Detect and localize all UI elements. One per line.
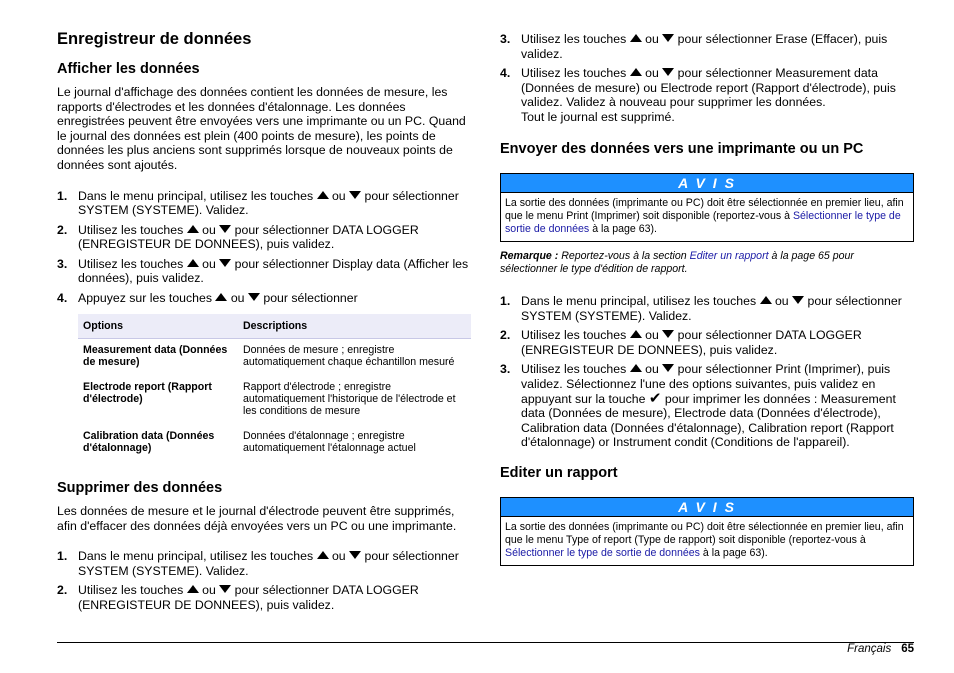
step-item: 4. Utilisez les touches ou pour sélectionner Measurement data (Données de mesure) ou Electrode report (Rapport d'électrode), puis validez. Validez à nouveau pour supprimer les données. Tout le journal est supprimé. [500,65,896,124]
send-data-steps [500,294,914,450]
remark-note: Remarque : Reportez-vous à la section Editer un rapport à la page 65 pour sélectionner le type d'édition de rapport. [500,250,854,276]
delete-data-steps-continued [500,32,914,124]
step-item: 1. Dans le menu principal, utilisez les touches ou pour sélectionner SYSTEM (SYSTEME). Validez. [57,188,459,218]
description-cell: Données d'étalonnage ; enregistre automatiquement l'étalonnage actuel [243,429,416,454]
down-arrow-icon [219,225,231,233]
description-cell: Rapport d'électrode ; enregistre automatiquement l'historique de l'électrode et les conditions de mesure [243,380,456,418]
display-data-intro: Le journal d'affichage des données contient les données de mesure, les rapports d'électrodes et les données d'étalonnage. Les données enregistrées peuvent être envoyées vers une imprimante ou un PC. Quand le journal des données est plein (400 points de mesure), les points de données les plus anciens sont supprimés lorsque de nouveaux points de données sont ajoutés. [57,85,466,172]
down-arrow-icon [792,296,804,304]
step-item: 3. Utilisez les touches ou pour sélectionner Display data (Afficher les données), puis validez. [57,256,469,286]
notice-text: La sortie des données (imprimante ou PC) doit être sélectionnée en premier lieu, afin que le menu Type of report (Type de rapport) soit disponible (reportez-vous à Sélectionner le type de sortie de données à la page 63). [501,516,913,565]
up-arrow-icon [187,585,199,593]
notice-text: La sortie des données (imprimante ou PC) doit être sélectionnée en premier lieu, afin que le menu Print (Imprimer) soit disponible (reportez-vous à Sélectionner le type de sortie de données à la page 63). [501,192,913,241]
description-cell: Données de mesure ; enregistre automatiquement chaque échantillon mesuré [243,344,455,369]
notice-title: A V I S [501,174,913,192]
down-arrow-icon [662,364,674,372]
up-arrow-icon [630,330,642,338]
down-arrow-icon [248,293,260,301]
down-arrow-icon [349,191,361,199]
page-title: Enregistreur de données [57,30,252,48]
down-arrow-icon [219,259,231,267]
table-row [78,425,471,462]
down-arrow-icon [219,585,231,593]
step-item: 4. Appuyez sur les touches ou pour sélectionner [57,290,358,305]
edit-report-heading: Editer un rapport [500,464,618,481]
delete-data-heading: Supprimer des données [57,480,223,497]
up-arrow-icon [630,34,642,42]
notice-box [500,497,914,566]
down-arrow-icon [349,551,361,559]
notice-link[interactable]: Sélectionner le type de sortie de données [505,210,901,236]
options-header: Options [78,314,238,339]
step-item: 1. Dans le menu principal, utilisez les touches ou pour sélectionner SYSTEM (SYSTEME). Validez. [57,549,459,578]
descriptions-header: Descriptions [238,314,471,339]
display-data-heading: Afficher les données [57,61,200,77]
up-arrow-icon [317,191,329,199]
up-arrow-icon [630,364,642,372]
up-arrow-icon [215,293,227,301]
up-arrow-icon [187,225,199,233]
step-item: 2. Utilisez les touches ou pour sélectionner DATA LOGGER (ENREGISTEUR DE DONNEES), puis validez. [57,222,419,252]
option-cell: Calibration data (Données d'étalonnage) [83,429,215,454]
delete-data-intro: Les données de mesure et le journal d'électrode peuvent être supprimés, afin d'effacer des données déjà envoyées vers un PC ou une imprimante. [57,504,457,533]
notice-title: A V I S [501,498,913,516]
footer-language: Français [847,643,892,655]
left-column [57,28,471,617]
option-cell: Electrode report (Rapport d'électrode) [83,380,212,405]
down-arrow-icon [662,34,674,42]
option-cell: Measurement data (Données de mesure) [83,344,228,369]
table-row [78,339,471,376]
table-header-row [78,314,471,339]
display-data-steps [57,189,471,306]
footer-rule [57,642,914,643]
notice-link[interactable]: Sélectionner le type de sortie de données [505,546,700,559]
step-item: 2. Utilisez les touches ou pour sélectionner DATA LOGGER (ENREGISTEUR DE DONNEES), puis validez. [57,583,419,612]
table-row [78,376,471,425]
up-arrow-icon [187,259,199,267]
down-arrow-icon [662,68,674,76]
send-data-heading: Envoyer des données vers une imprimante ou un PC [500,141,864,158]
delete-data-steps [57,549,471,612]
step-item: 1. Dans le menu principal, utilisez les touches ou pour sélectionner SYSTEM (SYSTEME). Validez. [500,294,902,323]
notice-box [500,173,914,242]
right-column [500,32,914,574]
down-arrow-icon [662,330,674,338]
up-arrow-icon [317,551,329,559]
page-number: 65 [901,643,914,655]
checkmark-icon: ✔ [648,389,662,407]
up-arrow-icon [760,296,772,304]
step-item: 2. Utilisez les touches ou pour sélectionner DATA LOGGER (ENREGISTEUR DE DONNEES), puis validez. [500,328,862,357]
remark-link[interactable]: Editer un rapport [689,250,769,263]
options-table [78,314,471,461]
page-footer [847,643,914,655]
step-item: 3. Utilisez les touches ou pour sélectionner Erase (Effacer), puis validez. [500,32,888,61]
up-arrow-icon [630,68,642,76]
step-item: 3. Utilisez les touches ou pour sélectionner Print (Imprimer), puis validez. Sélectionnez l'une des options suivantes, puis validez en appuyant sur la touche ✔ pour imprimer les données : Measurement data (Données de mesure), Electrode data (Données d'électrode), Calibration data (Données d'étalonnage), Calibration report (Rapport d'étalonnage) or Instrument condit (Conditions de l'appareil). [500,362,896,450]
